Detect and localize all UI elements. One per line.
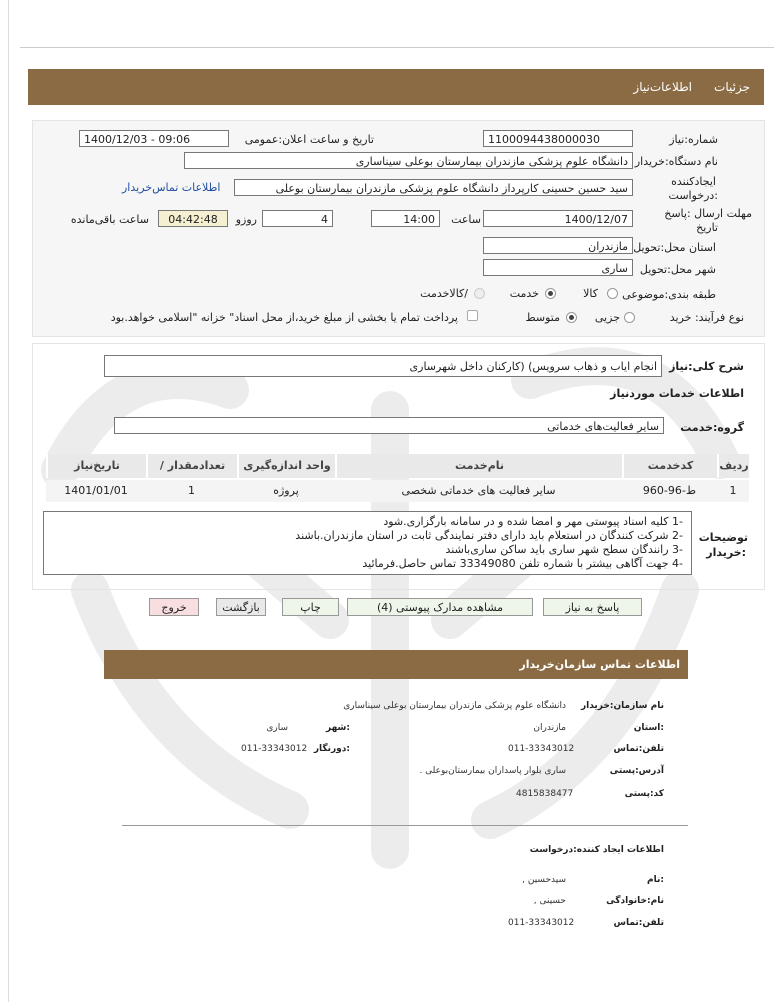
remaining-time-field: 04:42:48 [158, 210, 228, 227]
category-option-goods: کالا [583, 287, 598, 300]
creator-phone-value: 011-33343012 [508, 918, 575, 928]
buyer-contact-header-bar [104, 650, 688, 679]
creator-name-label: :نام [647, 875, 664, 885]
creator-field: سید حسین حسینی کارپرداز دانشگاه علوم پزشکی مازندران بیمارستان بوعلی [234, 179, 633, 196]
contact-phone-value: 011-33343012 [508, 744, 575, 754]
cell-service-name: سایر فعالیت های خدماتی شخصی [401, 484, 556, 497]
description-line-1: -1 کلیه اسناد پیوستی مهر و امضا شده و در سامانه بارگزاری.شود [383, 515, 683, 528]
city-label: شهر محل:تحویل [639, 263, 716, 276]
creator-family-value: حسینی , [533, 896, 566, 906]
top-divider [20, 47, 774, 48]
col-header-need-date: تاریخ‌نیاز [46, 454, 146, 478]
city-field: ساری [483, 259, 633, 276]
contact-divider [122, 825, 688, 826]
contact-phone-label: تلفن:تماس [613, 744, 664, 754]
service-group-label: گروه:خدمت [680, 421, 744, 434]
contact-fax-value: 011-33343012 [241, 744, 308, 754]
process-type-label: نوع فرآیند: خرید [669, 311, 744, 324]
contact-postal-label: کد:پستی [624, 789, 664, 799]
contact-org-value: دانشگاه علوم پزشکی مازندران بیمارستان بوعلی سیناساری [343, 701, 566, 711]
contact-address-label: آدرس:پستی [609, 766, 664, 776]
category-label: طبقه بندی:موضوعی [622, 288, 716, 301]
contact-province-value: مازندران [533, 723, 566, 733]
left-border-line [8, 0, 9, 1002]
contact-address-value: ساری بلوار پاسداران بیمارستان‌بوعلی . [419, 766, 566, 776]
col-header-service-name: نام‌خدمت [335, 454, 622, 478]
days-field: 4 [262, 210, 333, 227]
buyer-contact-header: اطلاعات تماس سازمان‌خریدار [519, 658, 680, 671]
view-attachments-button[interactable]: مشاهده مدارک پیوستی (4) [347, 598, 533, 616]
col-header-unit: واحد اندازه‌گیری [237, 454, 335, 478]
announce-datetime-field: 1400/12/03 - 09:06 [79, 130, 229, 147]
col-header-row-number: ردیف [717, 454, 749, 478]
category-radio-service[interactable] [545, 288, 556, 299]
creator-info-header: اطلاعات ایجاد کننده:درخواست [529, 845, 664, 855]
cell-unit: پروژه [273, 484, 299, 497]
reply-button[interactable]: پاسخ به نیاز [543, 598, 642, 616]
buyer-org-field: دانشگاه علوم پزشکی مازندران بیمارستان بوعلی سیناساری [184, 152, 633, 169]
buyer-description-label-line1: توضیحات [698, 531, 748, 544]
need-number-field: 1100094438000030 [483, 130, 633, 147]
remaining-time-label: ساعت باقی‌مانده [70, 213, 149, 226]
buyer-description-box [43, 511, 692, 575]
page-header-bar [28, 69, 764, 105]
process-option-minor: جزیی [594, 311, 620, 324]
need-summary-label: شرح کلی:نیاز [669, 360, 744, 373]
description-line-2: -2 شرکت کنندگان در استعلام باید دارای دفتر نمایندگی ثابت در استان مازندران.باشند [295, 529, 683, 542]
col-header-service-code: کدخدمت [622, 454, 717, 478]
description-line-4: -4 جهت آگاهی بیشتر با شماره تلفن 33349080 تماس حاصل.فرمائید [362, 557, 683, 570]
back-button[interactable]: بازگشت [216, 598, 266, 616]
category-radio-goods-service [474, 288, 485, 299]
category-radio-goods[interactable] [607, 288, 618, 299]
creator-label-line2: :درخواست [668, 189, 718, 202]
process-radio-medium[interactable] [566, 312, 577, 323]
contact-fax-label: :دورنگار [313, 744, 350, 754]
creator-name-value: سیدحسین , [522, 875, 566, 885]
cell-row-number: 1 [729, 484, 737, 497]
need-number-label: شماره:نیاز [669, 133, 718, 146]
cell-service-code: ط-96-960 [642, 484, 697, 497]
tab-details[interactable]: جزئیات [714, 80, 750, 94]
creator-label-line1: ایجادکننده [671, 175, 716, 188]
buyer-contact-link[interactable]: اطلاعات تماس‌خریدار [122, 181, 221, 194]
buyer-description-label-line2: :خریدار [706, 546, 746, 559]
description-line-3: -3 رانندگان سطح شهر ساری باید ساکن ساری‌باشند [445, 543, 683, 556]
deadline-time-field: 14:00 [371, 210, 440, 227]
province-field: مازندران [483, 237, 633, 254]
treasury-payment-checkbox[interactable] [467, 310, 478, 321]
process-radio-minor[interactable] [624, 312, 635, 323]
category-option-service: خدمت [509, 287, 539, 300]
services-info-header: اطلاعات خدمات موردنیاز [610, 387, 744, 400]
days-label: روزو [235, 213, 257, 226]
contact-city-value: ساری [266, 723, 288, 733]
deadline-label-line2: تاریخ [696, 221, 718, 234]
exit-button[interactable]: خروج [149, 598, 199, 616]
treasury-payment-note: پرداخت تمام یا بخشی از مبلغ خرید،از محل اسناد" خزانه "اسلامی خواهد.بود [110, 311, 458, 324]
province-label: استان محل:تحویل [633, 241, 716, 254]
cell-need-date: 1401/01/01 [64, 484, 128, 497]
print-button[interactable]: چاپ [282, 598, 339, 616]
category-option-goods-service: /کالاخدمت [420, 287, 468, 300]
creator-phone-label: تلفن:تماس [613, 918, 664, 928]
time-label: ساعت [451, 213, 481, 226]
contact-org-label: نام سازمان:خریدار [580, 701, 664, 711]
process-option-medium: متوسط [525, 311, 560, 324]
need-summary-field: انجام ایاب و ذهاب سرویس) (کارکنان داخل شهرساری [104, 355, 662, 377]
service-group-field: سایر فعالیت‌های خدماتی [114, 417, 664, 434]
creator-family-label: نام:خانوادگی [606, 896, 664, 906]
deadline-date-field: 1400/12/07 [483, 210, 633, 227]
col-header-quantity: / تعدادمقدار [146, 454, 237, 478]
buyer-org-label: نام دستگاه:خریدار [634, 155, 718, 168]
tab-need-info[interactable]: اطلاعات‌نیاز [633, 80, 692, 94]
contact-postal-value: 4815838477 [516, 789, 574, 799]
contact-province-label: :استان [633, 723, 664, 733]
cell-quantity: 1 [188, 484, 195, 497]
announce-label: تاریخ و ساعت اعلان:عمومی [244, 133, 374, 146]
deadline-label-line1: مهلت ارسال :پاسخ [664, 207, 752, 220]
contact-city-label: :شهر [326, 723, 350, 733]
